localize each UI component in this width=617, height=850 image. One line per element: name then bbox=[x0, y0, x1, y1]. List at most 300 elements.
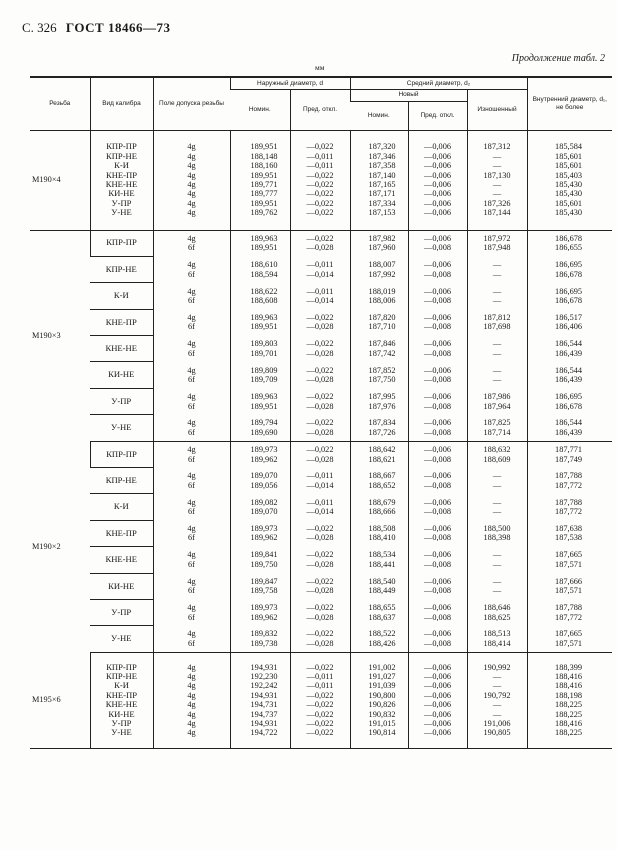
cell-value: —0,006 bbox=[424, 550, 451, 560]
cell-value: —0,008 bbox=[424, 243, 451, 253]
cell-mid-nom bbox=[350, 494, 408, 520]
cell-mid-nom bbox=[350, 130, 408, 230]
cell-inner bbox=[527, 336, 612, 362]
cell-value: 185,601 bbox=[555, 161, 583, 171]
gauge-label: У-ПР bbox=[111, 197, 132, 208]
cell-value: 186,439 bbox=[555, 348, 583, 358]
cell-value: 188,225 bbox=[555, 728, 583, 738]
cell-value: —0,006 bbox=[424, 603, 451, 613]
cell-inner bbox=[527, 599, 612, 625]
cell-value: 6f bbox=[188, 612, 195, 622]
cell-mid-dev bbox=[408, 441, 467, 467]
cell-tol bbox=[153, 547, 230, 573]
cell-value: — bbox=[492, 339, 502, 349]
gauge-label: КПР-НЕ bbox=[90, 468, 153, 494]
cell-value: 187,772 bbox=[555, 612, 583, 622]
gauge-label: КПР-ПР bbox=[106, 141, 137, 152]
cell-value: 188,667 bbox=[368, 471, 396, 481]
cell-value: —0,006 bbox=[424, 180, 451, 189]
cell-value: 187,326 bbox=[483, 198, 511, 208]
cell-value: 4g bbox=[187, 550, 196, 560]
cell-value: 188,148 bbox=[250, 151, 278, 161]
cell-value: —0,011 bbox=[306, 161, 334, 171]
cell-outer-nom bbox=[230, 652, 290, 748]
cell-value: 190,832 bbox=[368, 709, 396, 719]
cell-inner bbox=[527, 256, 612, 282]
cell-value: 185,403 bbox=[555, 170, 583, 180]
cell-value: —0,006 bbox=[424, 497, 451, 507]
cell-inner bbox=[527, 309, 612, 335]
cell-outer-dev bbox=[290, 520, 350, 546]
cell-outer-dev bbox=[290, 336, 350, 362]
gauge-label: У-ПР bbox=[90, 599, 153, 625]
cell-value: — bbox=[492, 709, 502, 719]
cell-value: —0,022 bbox=[306, 189, 334, 199]
cell-value: — bbox=[492, 365, 502, 375]
cell-value: — bbox=[492, 507, 502, 517]
cell-inner bbox=[527, 520, 612, 546]
cell-value: —0,022 bbox=[306, 208, 334, 218]
cell-value: —0,022 bbox=[306, 629, 334, 639]
cell-mid-nom bbox=[350, 652, 408, 748]
cell-value: —0,006 bbox=[424, 392, 451, 402]
col-outer-dev: Пред. откл. bbox=[290, 89, 350, 130]
cell-value: —0,006 bbox=[424, 170, 451, 180]
gauge-label: У-ПР bbox=[90, 388, 153, 414]
cell-value: — bbox=[492, 189, 502, 199]
thread-label: M195×6 bbox=[30, 652, 90, 748]
cell-value: —0,006 bbox=[424, 709, 451, 719]
cell-value: —0,014 bbox=[306, 269, 334, 279]
cell-value: 188,594 bbox=[250, 269, 278, 279]
cell-value: 6f bbox=[188, 269, 195, 279]
cell-value: —0,006 bbox=[424, 208, 451, 218]
gauge-label: КПР-НЕ bbox=[90, 256, 153, 282]
cell-value: 187,346 bbox=[368, 151, 396, 161]
cell-outer-dev bbox=[290, 256, 350, 282]
cell-outer-dev bbox=[290, 652, 350, 748]
cell-value: 186,439 bbox=[555, 427, 583, 437]
cell-value: 190,814 bbox=[368, 728, 396, 738]
cell-value: 6f bbox=[188, 427, 195, 437]
cell-worn bbox=[467, 309, 527, 335]
cell-gauge bbox=[90, 130, 153, 230]
gauge-label: КПР-ПР bbox=[106, 661, 137, 672]
cell-value: —0,028 bbox=[306, 612, 334, 622]
cell-value: 194,931 bbox=[250, 719, 278, 729]
gauge-label: КПР-ПР bbox=[90, 230, 153, 256]
cell-value: 187,538 bbox=[555, 533, 583, 543]
cell-value: 6f bbox=[188, 480, 195, 490]
cell-mid-dev bbox=[408, 388, 467, 414]
cell-value: —0,008 bbox=[424, 348, 451, 358]
cell-value: —0,028 bbox=[306, 375, 334, 385]
cell-mid-nom bbox=[350, 520, 408, 546]
cell-value: 4g bbox=[187, 234, 196, 244]
cell-worn bbox=[467, 415, 527, 441]
table-row bbox=[30, 441, 612, 467]
cell-outer-dev bbox=[290, 230, 350, 256]
cell-value: 6f bbox=[188, 243, 195, 253]
cell-value: 187,666 bbox=[555, 576, 583, 586]
cell-value: 4g bbox=[187, 629, 196, 639]
table-row bbox=[30, 573, 612, 599]
cell-value: 186,695 bbox=[555, 392, 583, 402]
gauge-dimensions-table bbox=[30, 76, 612, 749]
cell-outer-nom bbox=[230, 573, 290, 599]
cell-value: 4g bbox=[187, 312, 196, 322]
cell-value: 4g bbox=[187, 180, 196, 189]
cell-value: —0,022 bbox=[306, 603, 334, 613]
gauge-label: К-И bbox=[114, 680, 129, 691]
cell-worn bbox=[467, 336, 527, 362]
cell-mid-nom bbox=[350, 362, 408, 388]
cell-worn bbox=[467, 468, 527, 494]
cell-value: 187,334 bbox=[368, 198, 396, 208]
cell-value: 188,632 bbox=[483, 445, 511, 455]
cell-value: 186,544 bbox=[555, 365, 583, 375]
cell-value: 187,772 bbox=[555, 480, 583, 490]
cell-tol bbox=[153, 336, 230, 362]
cell-value: —0,022 bbox=[306, 418, 334, 428]
cell-inner bbox=[527, 283, 612, 309]
thread-label: M190×2 bbox=[32, 541, 61, 551]
cell-value: 4g bbox=[187, 392, 196, 402]
cell-value: 188,198 bbox=[555, 690, 583, 700]
cell-mid-dev bbox=[408, 256, 467, 282]
cell-worn bbox=[467, 130, 527, 230]
cell-value: 189,973 bbox=[250, 603, 278, 613]
cell-value: 4g bbox=[187, 672, 196, 682]
col-thread: Резьба bbox=[30, 77, 90, 130]
unit-label: мм bbox=[315, 63, 325, 72]
gauge-label: КНЕ-ПР bbox=[90, 309, 153, 335]
table-row bbox=[30, 520, 612, 546]
cell-value: 188,513 bbox=[483, 629, 511, 639]
cell-tol bbox=[153, 362, 230, 388]
cell-value: 188,416 bbox=[555, 672, 583, 682]
cell-value: 187,130 bbox=[483, 170, 511, 180]
cell-value: 6f bbox=[188, 401, 195, 411]
cell-value: —0,022 bbox=[306, 445, 334, 455]
cell-value: —0,022 bbox=[306, 339, 334, 349]
cell-value: 189,794 bbox=[250, 418, 278, 428]
cell-value: 186,439 bbox=[555, 375, 583, 385]
cell-value: 188,646 bbox=[483, 603, 511, 613]
cell-value: 188,642 bbox=[368, 445, 396, 455]
cell-outer-dev bbox=[290, 494, 350, 520]
cell-value: —0,008 bbox=[424, 586, 451, 596]
cell-mid-dev bbox=[408, 130, 467, 230]
cell-value: — bbox=[492, 681, 502, 691]
cell-inner bbox=[527, 494, 612, 520]
cell-value: 185,601 bbox=[555, 151, 583, 161]
cell-value: 6f bbox=[188, 586, 195, 596]
col-gauge: Вид калибра bbox=[90, 77, 153, 130]
cell-value: 188,500 bbox=[483, 524, 511, 534]
cell-value: —0,022 bbox=[306, 312, 334, 322]
cell-mid-dev bbox=[408, 626, 467, 652]
cell-worn bbox=[467, 652, 527, 748]
cell-value: 188,225 bbox=[555, 700, 583, 710]
cell-value: 185,584 bbox=[555, 142, 583, 152]
cell-value: —0,022 bbox=[306, 365, 334, 375]
cell-value: —0,006 bbox=[424, 418, 451, 428]
cell-worn bbox=[467, 547, 527, 573]
cell-value: —0,008 bbox=[424, 269, 451, 279]
cell-mid-dev bbox=[408, 520, 467, 546]
cell-value: 187,992 bbox=[368, 269, 396, 279]
cell-value: 187,812 bbox=[483, 312, 511, 322]
cell-value: 189,082 bbox=[250, 497, 278, 507]
cell-value: 4g bbox=[187, 142, 196, 152]
cell-value: 189,070 bbox=[250, 507, 278, 517]
cell-value: 189,962 bbox=[250, 454, 278, 464]
cell-value: 188,006 bbox=[368, 295, 396, 305]
cell-value: 187,982 bbox=[368, 234, 396, 244]
cell-value: 188,019 bbox=[368, 286, 396, 296]
cell-value: 187,820 bbox=[368, 312, 396, 322]
cell-mid-nom bbox=[350, 283, 408, 309]
cell-value: 6f bbox=[188, 533, 195, 543]
cell-outer-dev bbox=[290, 388, 350, 414]
cell-mid-nom bbox=[350, 230, 408, 256]
cell-tol bbox=[153, 130, 230, 230]
cell-value: — bbox=[492, 151, 502, 161]
cell-worn bbox=[467, 494, 527, 520]
table-row bbox=[30, 230, 612, 256]
cell-value: —0,006 bbox=[424, 471, 451, 481]
cell-value: 4g bbox=[187, 198, 196, 208]
cell-value: 188,534 bbox=[368, 550, 396, 560]
cell-value: 191,027 bbox=[368, 672, 396, 682]
cell-value: 186,695 bbox=[555, 260, 583, 270]
cell-value: 189,056 bbox=[250, 480, 278, 490]
cell-value: —0,028 bbox=[306, 427, 334, 437]
cell-value: 4g bbox=[187, 208, 196, 218]
cell-tol bbox=[153, 230, 230, 256]
cell-value: 189,070 bbox=[250, 471, 278, 481]
cell-inner bbox=[527, 230, 612, 256]
cell-value: —0,008 bbox=[424, 638, 451, 648]
cell-value: 189,832 bbox=[250, 629, 278, 639]
cell-tol bbox=[153, 283, 230, 309]
cell-value: 187,714 bbox=[483, 427, 511, 437]
cell-value: —0,006 bbox=[424, 339, 451, 349]
cell-value: 189,701 bbox=[250, 348, 278, 358]
table-row bbox=[30, 468, 612, 494]
table-body bbox=[30, 130, 612, 748]
cell-value: 190,992 bbox=[483, 662, 511, 672]
cell-outer-dev bbox=[290, 468, 350, 494]
cell-value: 189,963 bbox=[250, 392, 278, 402]
cell-value: —0,028 bbox=[306, 586, 334, 596]
cell-value: 188,522 bbox=[368, 629, 396, 639]
cell-value: 188,398 bbox=[483, 533, 511, 543]
cell-value: —0,006 bbox=[424, 189, 451, 199]
cell-value: 192,242 bbox=[250, 681, 278, 691]
cell-mid-nom bbox=[350, 626, 408, 652]
cell-value: 187,358 bbox=[368, 161, 396, 171]
cell-outer-dev bbox=[290, 626, 350, 652]
gauge-label: У-НЕ bbox=[111, 727, 132, 738]
cell-value: — bbox=[492, 576, 502, 586]
cell-value: 4g bbox=[187, 445, 196, 455]
cell-outer-nom bbox=[230, 520, 290, 546]
cell-worn bbox=[467, 441, 527, 467]
cell-value: —0,014 bbox=[306, 295, 334, 305]
cell-value: 187,964 bbox=[483, 401, 511, 411]
cell-value: —0,022 bbox=[306, 662, 334, 672]
cell-mid-dev bbox=[408, 336, 467, 362]
cell-value: 187,144 bbox=[483, 208, 511, 218]
cell-worn bbox=[467, 256, 527, 282]
cell-value: 6f bbox=[188, 638, 195, 648]
cell-value: 4g bbox=[187, 681, 196, 691]
cell-inner bbox=[527, 626, 612, 652]
cell-value: 4g bbox=[187, 339, 196, 349]
cell-inner bbox=[527, 652, 612, 748]
cell-mid-nom bbox=[350, 415, 408, 441]
cell-value: 188,652 bbox=[368, 480, 396, 490]
gauge-label: У-НЕ bbox=[90, 415, 153, 441]
cell-value: 194,731 bbox=[250, 700, 278, 710]
gauge-label: КИ-НЕ bbox=[108, 188, 135, 199]
cell-value: 4g bbox=[187, 365, 196, 375]
cell-value: 6f bbox=[188, 322, 195, 332]
gauge-label: КИ-НЕ bbox=[90, 573, 153, 599]
cell-worn bbox=[467, 520, 527, 546]
cell-value: 194,737 bbox=[250, 709, 278, 719]
cell-mid-dev bbox=[408, 494, 467, 520]
cell-value: 189,750 bbox=[250, 559, 278, 569]
col-inner-diameter: Внутренний диаметр, d₁, не более bbox=[527, 77, 612, 130]
cell-value: —0,008 bbox=[424, 480, 451, 490]
cell-value: —0,022 bbox=[306, 180, 334, 189]
cell-value: 187,571 bbox=[555, 586, 583, 596]
table-row bbox=[30, 415, 612, 441]
cell-value: 4g bbox=[187, 189, 196, 199]
cell-value: 189,951 bbox=[250, 170, 278, 180]
cell-tol bbox=[153, 520, 230, 546]
cell-value: 185,430 bbox=[555, 208, 583, 218]
cell-value: 186,678 bbox=[555, 269, 583, 279]
cell-value: 189,973 bbox=[250, 524, 278, 534]
cell-mid-dev bbox=[408, 573, 467, 599]
table-row bbox=[30, 256, 612, 282]
gauge-label: КПР-НЕ bbox=[105, 671, 138, 682]
cell-value: 188,416 bbox=[555, 681, 583, 691]
cell-value: 4g bbox=[187, 161, 196, 171]
cell-value: —0,006 bbox=[424, 524, 451, 534]
cell-value: —0,006 bbox=[424, 629, 451, 639]
table-row bbox=[30, 130, 612, 230]
cell-value: 188,426 bbox=[368, 638, 396, 648]
cell-value: 187,665 bbox=[555, 629, 583, 639]
cell-outer-dev bbox=[290, 547, 350, 573]
cell-value: — bbox=[492, 180, 502, 189]
cell-mid-nom bbox=[350, 468, 408, 494]
gauge-label: У-НЕ bbox=[111, 207, 132, 218]
cell-worn bbox=[467, 573, 527, 599]
table-row bbox=[30, 626, 612, 652]
cell-mid-dev bbox=[408, 309, 467, 335]
table-continuation-label: Продолжение табл. 2 bbox=[511, 53, 605, 64]
cell-worn bbox=[467, 388, 527, 414]
cell-outer-nom bbox=[230, 230, 290, 256]
cell-value: —0,022 bbox=[306, 198, 334, 208]
cell-value: 187,825 bbox=[483, 418, 511, 428]
gauge-label: У-НЕ bbox=[90, 626, 153, 652]
cell-value: —0,014 bbox=[306, 480, 334, 490]
cell-value: 187,571 bbox=[555, 559, 583, 569]
cell-value: 189,973 bbox=[250, 445, 278, 455]
cell-value: 186,678 bbox=[555, 234, 583, 244]
cell-value: 192,230 bbox=[250, 672, 278, 682]
cell-value: —0,006 bbox=[424, 662, 451, 672]
table-row bbox=[30, 547, 612, 573]
cell-value: 190,826 bbox=[368, 700, 396, 710]
cell-value: 186,695 bbox=[555, 286, 583, 296]
table-row bbox=[30, 309, 612, 335]
cell-value: —0,006 bbox=[424, 161, 451, 171]
cell-outer-nom bbox=[230, 362, 290, 388]
cell-value: 4g bbox=[187, 603, 196, 613]
cell-outer-nom bbox=[230, 441, 290, 467]
cell-outer-dev bbox=[290, 362, 350, 388]
cell-value: 188,414 bbox=[483, 638, 511, 648]
cell-value: 189,803 bbox=[250, 339, 278, 349]
cell-mid-dev bbox=[408, 599, 467, 625]
cell-value: 188,621 bbox=[368, 454, 396, 464]
cell-value: 185,430 bbox=[555, 189, 583, 199]
cell-value: 187,788 bbox=[555, 603, 583, 613]
cell-value: 6f bbox=[188, 559, 195, 569]
cell-value: 186,678 bbox=[555, 401, 583, 411]
cell-value: —0,006 bbox=[424, 198, 451, 208]
cell-value: 189,963 bbox=[250, 234, 278, 244]
gauge-label: К-И bbox=[114, 160, 129, 171]
cell-outer-nom bbox=[230, 547, 290, 573]
cell-mid-nom bbox=[350, 441, 408, 467]
cell-value: —0,022 bbox=[306, 690, 334, 700]
cell-outer-nom bbox=[230, 388, 290, 414]
cell-outer-dev bbox=[290, 441, 350, 467]
cell-mid-dev bbox=[408, 547, 467, 573]
col-mid-nom: Номин. bbox=[350, 101, 408, 130]
cell-value: —0,011 bbox=[306, 260, 334, 270]
cell-value: —0,006 bbox=[424, 286, 451, 296]
cell-value: —0,006 bbox=[424, 151, 451, 161]
cell-tol bbox=[153, 652, 230, 748]
cell-mid-nom bbox=[350, 573, 408, 599]
col-outer-nom: Номин. bbox=[230, 89, 290, 130]
cell-tol bbox=[153, 468, 230, 494]
cell-value: —0,006 bbox=[424, 142, 451, 152]
cell-value: 191,006 bbox=[483, 719, 511, 729]
cell-value: 4g bbox=[187, 719, 196, 729]
cell-value: 189,771 bbox=[250, 180, 278, 189]
cell-value: 189,777 bbox=[250, 189, 278, 199]
standard-title: ГОСТ 18466—73 bbox=[65, 20, 171, 35]
cell-value: 189,738 bbox=[250, 638, 278, 648]
cell-value: 188,666 bbox=[368, 507, 396, 517]
cell-value: 188,622 bbox=[250, 286, 278, 296]
col-tolerance: Поле допуска резьбы bbox=[153, 77, 230, 130]
cell-value: —0,028 bbox=[306, 243, 334, 253]
cell-tol bbox=[153, 415, 230, 441]
cell-outer-nom bbox=[230, 415, 290, 441]
